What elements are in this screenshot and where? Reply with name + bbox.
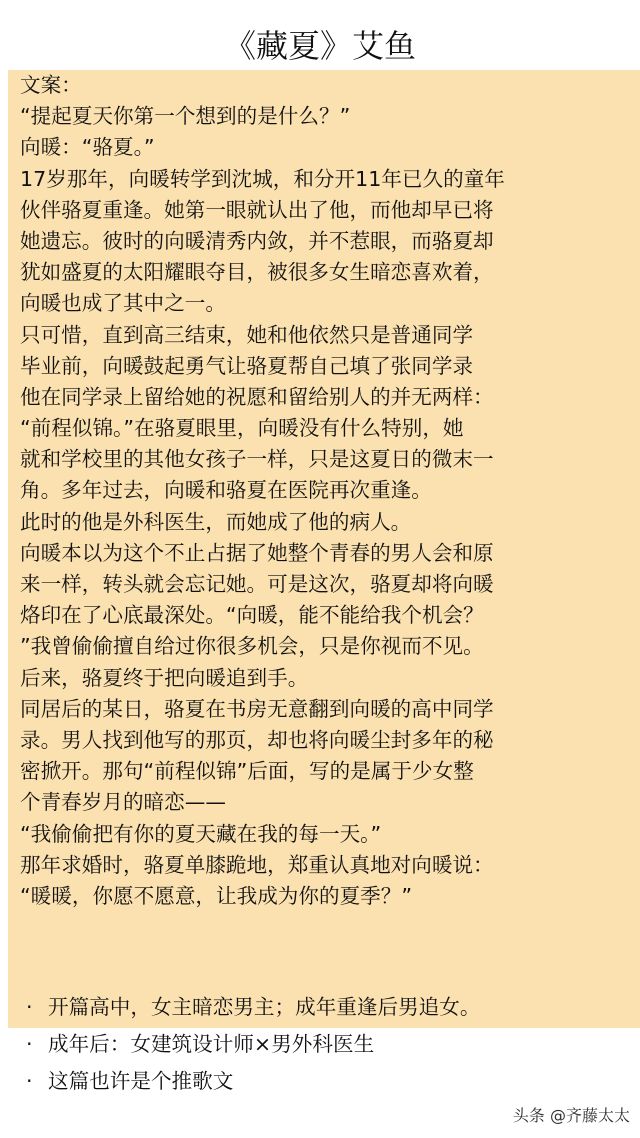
text-line: 17岁那年，向暖转学到沈城，和分开11年已久的童年: [20, 166, 505, 191]
text-line: “我偷偷把有你的夏天藏在我的每一天。”: [20, 821, 382, 846]
text-line: 来一样，转头就会忘记她。可是这次，骆夏却将向暖: [20, 572, 494, 596]
text-line: “暖暖，你愿不愿意，让我成为你的夏季？”: [20, 883, 413, 908]
text-line: 那年求婚时，骆夏单膝跪地，郑重认真地对向暖说：: [20, 852, 494, 877]
list-item-label: 成年后：女建筑设计师×男外科医生: [48, 1032, 375, 1056]
list-item: [26, 1063, 636, 1100]
text-line: 录。男人找到他写的那页，却也将向暖尘封多年的秘: [20, 727, 494, 752]
bullet-icon: ·: [26, 1069, 33, 1093]
text-line: 伙伴骆夏重逢。她第一眼就认出了他，而他却早已将: [20, 197, 494, 222]
text-line: “提起夏天你第一个想到的是什么？”: [20, 104, 351, 129]
text-line: 同居后的某日，骆夏在书房无意翻到向暖的高中同学: [20, 696, 494, 721]
text-line: 此时的他是外科医生，而她成了他的病人。: [20, 509, 412, 534]
bullet-icon: ·: [26, 995, 33, 1019]
list-item-label: 这篇也许是个推歌文: [48, 1069, 234, 1093]
text-line: 向暖本以为这个不止占据了她整个青春的男人会和原: [20, 540, 494, 565]
text-line: 角。多年过去，向暖和骆夏在医院再次重逢。: [20, 478, 432, 503]
watermark: 头条 @齐藤太太: [512, 1106, 630, 1125]
text-line: 毕业前，向暖鼓起勇气让骆夏帮自己填了张同学录: [20, 353, 474, 378]
bullet-icon: ·: [26, 1032, 33, 1056]
text-line: 向暖也成了其中之一。: [20, 291, 226, 316]
text-line: 密掀开。那句“前程似锦”后面，写的是属于少女整: [20, 759, 474, 784]
text-line: 犹如盛夏的太阳耀眼夺目，被很多女生暗恋喜欢着，: [20, 260, 494, 285]
text-line: 后来，骆夏终于把向暖追到手。: [20, 665, 309, 690]
text-line: “前程似锦。”在骆夏眼里，向暖没有什么特别，她: [20, 416, 464, 441]
text-line: 文案：: [20, 73, 82, 97]
text-line: 个青春岁月的暗恋——: [20, 790, 226, 815]
list-item: [26, 989, 636, 1026]
list-item-label: 开篇高中，女主暗恋男主；成年重逢后男追女。: [48, 995, 481, 1019]
list-item: [26, 1026, 636, 1063]
text-line: 就和学校里的其他女孩子一样，只是这夏日的微末一: [20, 447, 494, 472]
tag-list: [26, 989, 636, 1100]
page-title: 《藏夏》艾鱼: [223, 27, 416, 65]
synopsis-text: [20, 70, 640, 912]
text-line: ”我曾偷偷擅自给过你很多机会，只是你视而不见。: [20, 634, 484, 659]
text-line: 烙印在了心底最深处。“向暖，能不能给我个机会？: [20, 603, 484, 628]
text-line: 她遗忘。彼时的向暖清秀内敛，并不惹眼，而骆夏却: [20, 228, 494, 253]
text-line: 他在同学录上留给她的祝愿和留给别人的并无两样：: [20, 384, 494, 409]
text-line: 向暖：“骆夏。”: [20, 135, 155, 160]
text-line: 只可惜，直到高三结束，她和他依然只是普通同学: [20, 322, 474, 347]
